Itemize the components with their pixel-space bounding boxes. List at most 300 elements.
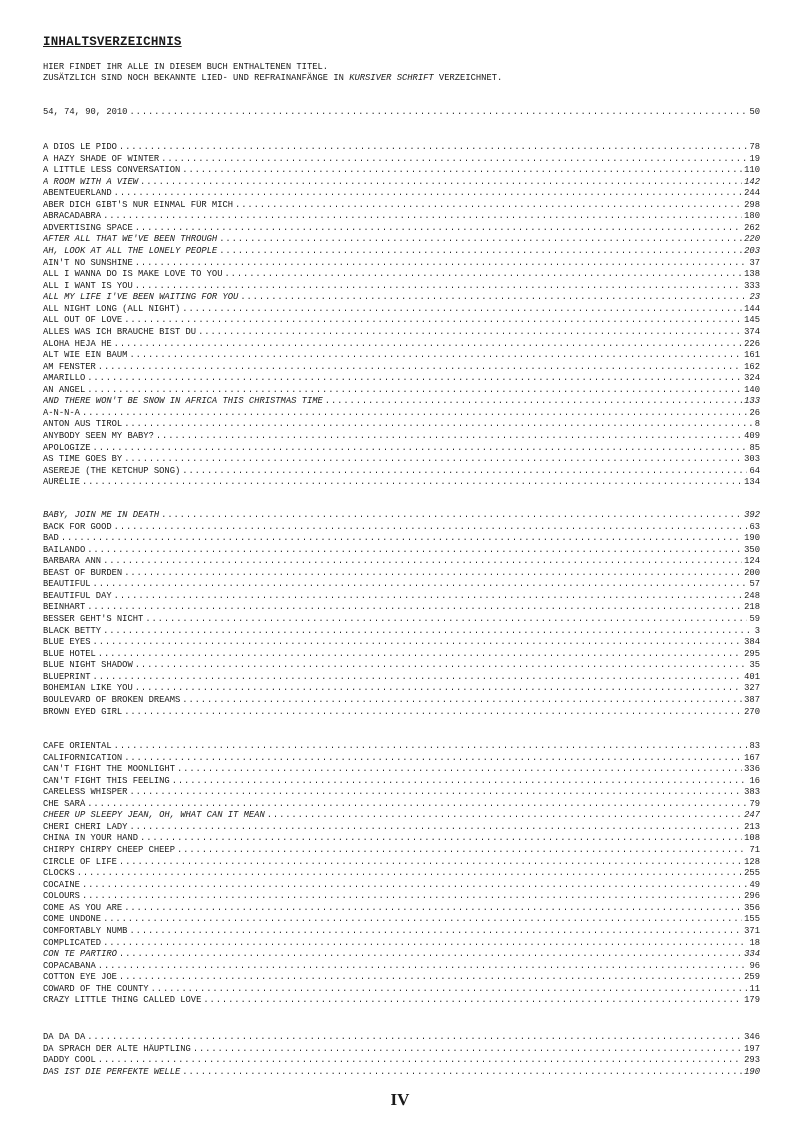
- toc-entry: [43, 626, 760, 638]
- toc-entry-page: 23: [749, 292, 760, 303]
- toc-entry: [43, 304, 760, 316]
- toc-entry: [43, 649, 760, 661]
- toc-entry-page: 16: [749, 775, 760, 786]
- toc-entry-title: ASEREJÉ (THE KETCHUP SONG): [43, 465, 181, 476]
- intro-line-2: [43, 73, 763, 84]
- toc-entry: [43, 246, 760, 258]
- dot-leader: [182, 304, 742, 316]
- toc-entry-title: COME AS YOU ARE: [43, 902, 123, 913]
- dot-leader: [98, 649, 742, 661]
- dot-leader: [129, 787, 742, 799]
- toc-entry: [43, 443, 760, 455]
- toc-entry-page: 293: [744, 1055, 760, 1066]
- toc-entry-title: AN ANGEL: [43, 384, 86, 395]
- toc-entry-page: 3: [754, 625, 760, 636]
- toc-entry-page: 85: [749, 442, 760, 453]
- toc-entry-title: BEINHART: [43, 602, 86, 613]
- toc-entry: [43, 385, 760, 397]
- toc-entry-title: DA SPRACH DER ALTE HÄUPTLING: [43, 1043, 191, 1054]
- toc-entry: [43, 799, 760, 811]
- toc-entry: [43, 1067, 760, 1079]
- toc-entry: [43, 880, 760, 892]
- toc-entry: [43, 707, 760, 719]
- toc-entry-title: CHEER UP SLEEPY JEAN, OH, WHAT CAN IT MEAN: [43, 810, 265, 821]
- dot-leader: [124, 454, 742, 466]
- toc-entry-title: CALIFORNICATION: [43, 752, 123, 763]
- toc-entry-page: 327: [744, 683, 760, 694]
- toc-entry-page: 155: [744, 914, 760, 925]
- toc-entry-page: 298: [744, 199, 760, 210]
- toc-entry-page: 37: [749, 257, 760, 268]
- toc-entry: [43, 683, 760, 695]
- toc-entry: [43, 466, 760, 478]
- toc-entry-title: ALL I WANNA DO IS MAKE LOVE TO YOU: [43, 269, 223, 280]
- dot-leader: [87, 1032, 742, 1044]
- toc-entry: [43, 107, 760, 119]
- toc-entry: [43, 258, 760, 270]
- toc-entry: [43, 396, 760, 408]
- dot-leader: [124, 707, 742, 719]
- toc-entry-page: 401: [744, 671, 760, 682]
- toc-entry: [43, 234, 760, 246]
- toc-entry: [43, 961, 760, 973]
- dot-leader: [203, 995, 742, 1007]
- toc-entry-title: BAD: [43, 533, 59, 544]
- dot-leader: [235, 200, 742, 212]
- dot-leader: [82, 880, 747, 892]
- toc-entry-page: 144: [744, 303, 760, 314]
- toc-entry: [43, 188, 760, 200]
- toc-entry-page: 96: [749, 960, 760, 971]
- dot-leader: [124, 753, 742, 765]
- toc-entry-title: CHE SARÀ: [43, 798, 86, 809]
- toc-entry: [43, 431, 760, 443]
- toc-entry: [43, 753, 760, 765]
- dot-leader: [182, 695, 742, 707]
- dot-leader: [93, 672, 743, 684]
- dot-leader: [156, 431, 742, 443]
- toc-entry: [43, 810, 760, 822]
- dot-leader: [93, 637, 743, 649]
- toc-entry: [43, 591, 760, 603]
- toc-entry: [43, 787, 760, 799]
- intro-line-1: HIER FINDET IHR ALLE IN DIESEM BUCH ENTHALTENEN TITEL.: [43, 62, 329, 72]
- toc-entry: [43, 579, 760, 591]
- toc-entry-page: 262: [744, 222, 760, 233]
- toc-entry-page: 79: [749, 798, 760, 809]
- dot-leader: [103, 211, 742, 223]
- toc-entry: [43, 510, 760, 522]
- toc-entry-title: BEAUTIFUL DAY: [43, 590, 112, 601]
- toc-entry-title: BOULEVARD OF BROKEN DREAMS: [43, 694, 181, 705]
- toc-entry-title: ALL NIGHT LONG (ALL NIGHT): [43, 303, 181, 314]
- toc-entry-title: A LITTLE LESS CONVERSATION: [43, 165, 181, 176]
- toc-entry-page: 244: [744, 188, 760, 199]
- toc-entry: [43, 200, 760, 212]
- toc-entry-page: 387: [744, 694, 760, 705]
- toc-entry: [43, 903, 760, 915]
- dot-leader: [98, 961, 748, 973]
- toc-entry-page: 71: [749, 845, 760, 856]
- toc-entry-page: 392: [744, 510, 760, 520]
- dot-leader: [182, 1067, 742, 1079]
- toc-entry-title: CAN'T FIGHT THE MOONLIGHT: [43, 764, 175, 775]
- toc-entry-title: CHERI CHERI LADY: [43, 821, 128, 832]
- dot-leader: [135, 281, 742, 293]
- toc-entry-title: AH, LOOK AT ALL THE LONELY PEOPLE: [43, 246, 218, 257]
- toc-entry-page: 350: [744, 544, 760, 555]
- dot-leader: [161, 510, 742, 522]
- toc-entry-page: 200: [744, 567, 760, 578]
- dot-leader: [98, 362, 742, 374]
- toc-entry: [43, 292, 760, 304]
- toc-entry-page: 247: [744, 810, 760, 821]
- toc-entry-page: 324: [744, 373, 760, 384]
- toc-entry-title: BEAST OF BURDEN: [43, 567, 123, 578]
- dot-leader: [161, 154, 747, 166]
- dot-leader: [193, 1044, 742, 1056]
- toc-entry-page: 78: [749, 142, 760, 152]
- toc-entry-page: 145: [744, 315, 760, 326]
- toc-entry-title: DA DA DA: [43, 1032, 86, 1042]
- toc-entry-page: 19: [749, 153, 760, 164]
- toc-entry-page: 190: [744, 533, 760, 544]
- dot-leader: [135, 660, 748, 672]
- dot-leader: [177, 764, 742, 776]
- dot-leader: [119, 857, 742, 869]
- dot-leader: [93, 443, 748, 455]
- toc-entry: [43, 408, 760, 420]
- dot-leader: [87, 799, 747, 811]
- toc-entry-title: AND THERE WON'T BE SNOW IN AFRICA THIS CHRISTMAS TIME: [43, 396, 323, 407]
- toc-entry: [43, 373, 760, 385]
- dot-leader: [119, 972, 742, 984]
- dot-leader: [61, 533, 742, 545]
- dot-leader: [82, 408, 747, 420]
- toc-entry-title: A HAZY SHADE OF WINTER: [43, 153, 160, 164]
- dot-leader: [135, 223, 742, 235]
- toc-entry-title: DADDY COOL: [43, 1055, 96, 1066]
- toc-entry-title: BESSER GEHT'S NICHT: [43, 614, 144, 625]
- toc-entry-title: AS TIME GOES BY: [43, 454, 123, 465]
- toc-entry: [43, 972, 760, 984]
- toc-entry: [43, 568, 760, 580]
- dot-leader: [182, 165, 742, 177]
- toc-entry-page: 138: [744, 269, 760, 280]
- toc-entry: [43, 154, 760, 166]
- toc-entry: [43, 1055, 760, 1067]
- toc-entry: [43, 741, 760, 753]
- toc-entry: [43, 833, 760, 845]
- toc-entry-page: 203: [744, 246, 760, 257]
- dot-leader: [129, 822, 742, 834]
- toc-entry-title: BLUE HOTEL: [43, 648, 96, 659]
- dot-leader: [182, 466, 747, 478]
- dot-leader: [103, 556, 742, 568]
- toc-entry-title: ALL OUT OF LOVE: [43, 315, 123, 326]
- dot-leader: [87, 545, 742, 557]
- toc-entry: [43, 1044, 760, 1056]
- toc-entry-page: 255: [744, 868, 760, 879]
- dot-leader: [124, 419, 753, 431]
- toc-entry: [43, 614, 760, 626]
- toc-entry-page: 179: [744, 995, 760, 1006]
- toc-entry-page: 213: [744, 821, 760, 832]
- dot-leader: [124, 315, 742, 327]
- toc-entry-page: 259: [744, 972, 760, 983]
- dot-leader: [77, 868, 742, 880]
- dot-leader: [140, 833, 742, 845]
- toc-entry-page: 270: [744, 706, 760, 717]
- toc-entry-title: ANTON AUS TIROL: [43, 419, 123, 430]
- toc-entry-page: 371: [744, 925, 760, 936]
- dot-leader: [119, 949, 742, 961]
- toc-entry-page: 218: [744, 602, 760, 613]
- toc-entry-page: 8: [754, 419, 760, 430]
- dot-leader: [124, 903, 742, 915]
- toc-entry-title: AM FENSTER: [43, 361, 96, 372]
- dot-leader: [114, 522, 748, 534]
- dot-leader: [93, 579, 748, 591]
- toc-entry-page: 333: [744, 280, 760, 291]
- toc-entry-title: BACK FOR GOOD: [43, 521, 112, 532]
- toc-entry: [43, 695, 760, 707]
- toc-entry: [43, 177, 760, 189]
- toc-entry-page: 334: [744, 949, 760, 960]
- toc-entry-title: COMPLICATED: [43, 937, 102, 948]
- toc-entry: [43, 454, 760, 466]
- toc-entry-page: 110: [744, 165, 760, 176]
- toc-entry-page: 18: [749, 937, 760, 948]
- toc-entry-page: 57: [749, 579, 760, 590]
- dot-leader: [103, 938, 747, 950]
- toc-entry-title: ABENTEUERLAND: [43, 188, 112, 199]
- toc-entry-page: 11: [749, 983, 760, 994]
- toc-entry-page: 63: [749, 521, 760, 532]
- toc-entry-title: A ROOM WITH A VIEW: [43, 176, 139, 187]
- toc-entry: [43, 477, 760, 489]
- toc-entry-title: CHIRPY CHIRPY CHEEP CHEEP: [43, 845, 175, 856]
- toc-entry-page: 140: [744, 384, 760, 395]
- toc-entry-title: BEAUTIFUL: [43, 579, 91, 590]
- toc-entry-page: 374: [744, 326, 760, 337]
- dot-leader: [135, 258, 748, 270]
- toc-entry-page: 83: [749, 741, 760, 751]
- toc-entry-page: 248: [744, 590, 760, 601]
- toc-entry-title: ALT WIE EIN BAUM: [43, 350, 128, 361]
- toc-entry: [43, 533, 760, 545]
- toc-entry-title: COLOURS: [43, 891, 80, 902]
- dot-leader: [145, 614, 747, 626]
- dot-leader: [87, 385, 742, 397]
- toc-entry-title: ALL I WANT IS YOU: [43, 280, 133, 291]
- toc-entry-page: 383: [744, 787, 760, 798]
- intro-line-2-italic: KURSIVER SCHRIFT: [349, 73, 434, 83]
- toc-entry: [43, 672, 760, 684]
- toc-entry: [43, 142, 760, 154]
- toc-entry-page: 303: [744, 454, 760, 465]
- toc-entry-title: AFTER ALL THAT WE'VE BEEN THROUGH: [43, 234, 218, 245]
- toc-entry-title: BLACK BETTY: [43, 625, 102, 636]
- toc-entry-title: ALOHA HEJA HE: [43, 338, 112, 349]
- toc-entry-title: BLUEPRINT: [43, 671, 91, 682]
- toc-entry-title: 54, 74, 90, 2010: [43, 107, 128, 117]
- toc-entry-page: 190: [744, 1066, 760, 1077]
- toc-entry-title: AMARILLO: [43, 373, 86, 384]
- dot-leader: [114, 591, 743, 603]
- toc-entry-page: 128: [744, 856, 760, 867]
- toc-entry: [43, 857, 760, 869]
- toc-entry-title: AIN'T NO SUNSHINE: [43, 257, 133, 268]
- dot-leader: [151, 984, 748, 996]
- toc-entry-title: CIRCLE OF LIFE: [43, 856, 117, 867]
- toc-entry: [43, 556, 760, 568]
- toc-entry: [43, 938, 760, 950]
- toc-entry-title: COPACABANA: [43, 960, 96, 971]
- toc-entry-page: 197: [744, 1043, 760, 1054]
- dot-leader: [219, 234, 742, 246]
- intro-line-2-start: ZUSÄTZLICH SIND NOCH BEKANNTE LIED- UND REFRAINANFÄNGE IN: [43, 73, 350, 83]
- dot-leader: [119, 142, 748, 154]
- dot-leader: [114, 741, 748, 753]
- page-number: IV: [390, 1090, 410, 1109]
- toc-entry: [43, 211, 760, 223]
- toc-entry-page: 346: [744, 1032, 760, 1042]
- toc-entry-title: ANYBODY SEEN MY BABY?: [43, 431, 154, 441]
- toc-entry-title: ALL MY LIFE I'VE BEEN WAITING FOR YOU: [43, 292, 239, 303]
- dot-leader: [82, 477, 742, 489]
- toc-entry-title: ADVERTISING SPACE: [43, 222, 133, 233]
- toc-entry: [43, 914, 760, 926]
- toc-entry-title: COWARD OF THE COUNTY: [43, 983, 149, 994]
- toc-entry-title: COME UNDONE: [43, 914, 102, 925]
- toc-entry-title: A DIOS LE PIDO: [43, 142, 117, 152]
- toc-entry-title: DAS IST DIE PERFEKTE WELLE: [43, 1066, 181, 1077]
- toc-entry-page: 124: [744, 556, 760, 567]
- dot-leader: [129, 107, 747, 119]
- toc-entry: [43, 926, 760, 938]
- toc-entry-page: 108: [744, 833, 760, 844]
- toc-entry: [43, 362, 760, 374]
- toc-entry: [43, 350, 760, 362]
- toc-entry-title: CHINA IN YOUR HAND: [43, 833, 139, 844]
- toc-entry-page: 162: [744, 361, 760, 372]
- toc-entry-title: COCAINE: [43, 879, 80, 890]
- dot-leader: [240, 292, 747, 304]
- toc-entry-title: BLUE EYES: [43, 637, 91, 648]
- toc-entry-title: COMFORTABLY NUMB: [43, 925, 128, 936]
- toc-entry-page: 50: [749, 107, 760, 117]
- toc-entry-title: A-N-N-A: [43, 407, 80, 418]
- toc-entry-page: 133: [744, 396, 760, 407]
- toc-entry-title: ABRACADABRA: [43, 211, 102, 222]
- page-title: INHALTSVERZEICHNIS: [43, 35, 182, 49]
- toc-entry-page: 49: [749, 879, 760, 890]
- toc-entry-page: 226: [744, 338, 760, 349]
- toc-entry-title: CRAZY LITTLE THING CALLED LOVE: [43, 995, 202, 1006]
- toc-entry-page: 59: [749, 614, 760, 625]
- toc-entry: [43, 419, 760, 431]
- toc-entry: [43, 776, 760, 788]
- dot-leader: [124, 568, 742, 580]
- dot-leader: [103, 914, 742, 926]
- toc-entry-title: ABER DICH GIBT'S NUR EINMAL FÜR MICH: [43, 199, 234, 210]
- toc-entry: [43, 868, 760, 880]
- toc-entry-title: CARELESS WHISPER: [43, 787, 128, 798]
- toc-entry-title: COTTON EYE JOE: [43, 972, 117, 983]
- toc-entry-page: 142: [744, 176, 760, 187]
- toc-entry-page: 180: [744, 211, 760, 222]
- toc-entry: [43, 327, 760, 339]
- toc-entry-page: 384: [744, 637, 760, 648]
- toc-entry: [43, 522, 760, 534]
- dot-leader: [98, 1055, 742, 1067]
- dot-leader: [82, 891, 742, 903]
- toc-entry: [43, 845, 760, 857]
- toc-entry: [43, 165, 760, 177]
- toc-entry: [43, 269, 760, 281]
- toc-entry: [43, 602, 760, 614]
- toc-entry-title: BABY, JOIN ME IN DEATH: [43, 510, 160, 520]
- toc-entry-page: 295: [744, 648, 760, 659]
- toc-entry: [43, 339, 760, 351]
- dot-leader: [103, 626, 753, 638]
- toc-entry: [43, 223, 760, 235]
- toc-entry-title: CAFE ORIENTAL: [43, 741, 112, 751]
- toc-entry-title: BROWN EYED GIRL: [43, 706, 123, 717]
- toc-entry: [43, 315, 760, 327]
- intro-line-2-end: VERZEICHNET.: [433, 73, 503, 83]
- toc-entry-page: 167: [744, 752, 760, 763]
- dot-leader: [225, 269, 743, 281]
- toc-entry-page: 296: [744, 891, 760, 902]
- toc-entry-title: APOLOGIZE: [43, 442, 91, 453]
- toc-entry-title: CLOCKS: [43, 868, 75, 879]
- dot-leader: [129, 926, 742, 938]
- toc-entry: [43, 1032, 760, 1044]
- toc-entry-title: CAN'T FIGHT THIS FEELING: [43, 775, 170, 786]
- dot-leader: [325, 396, 742, 408]
- toc-entry-page: 336: [744, 764, 760, 775]
- toc-entry-page: 26: [749, 407, 760, 418]
- toc-entry-page: 134: [744, 477, 760, 488]
- toc-entry-page: 356: [744, 902, 760, 913]
- dot-leader: [87, 602, 742, 614]
- toc-entry: [43, 281, 760, 293]
- toc-entry: [43, 660, 760, 672]
- toc-entry: [43, 545, 760, 557]
- dot-leader: [87, 373, 742, 385]
- dot-leader: [172, 776, 748, 788]
- toc-entry-title: BLUE NIGHT SHADOW: [43, 660, 133, 671]
- toc-entry-title: BOHEMIAN LIKE YOU: [43, 683, 133, 694]
- toc-entry: [43, 764, 760, 776]
- toc-entry: [43, 637, 760, 649]
- dot-leader: [177, 845, 747, 857]
- toc-entry-title: ALLES WAS ICH BRAUCHE BIST DU: [43, 326, 197, 337]
- toc-entry-page: 220: [744, 234, 760, 245]
- toc-entry: [43, 995, 760, 1007]
- dot-leader: [114, 339, 743, 351]
- toc-entry-page: 161: [744, 350, 760, 361]
- dot-leader: [219, 246, 742, 258]
- dot-leader: [114, 188, 743, 200]
- toc-entry: [43, 984, 760, 996]
- toc-entry-page: 35: [749, 660, 760, 671]
- dot-leader: [129, 350, 742, 362]
- toc-entry-page: 64: [749, 465, 760, 476]
- dot-leader: [140, 177, 742, 189]
